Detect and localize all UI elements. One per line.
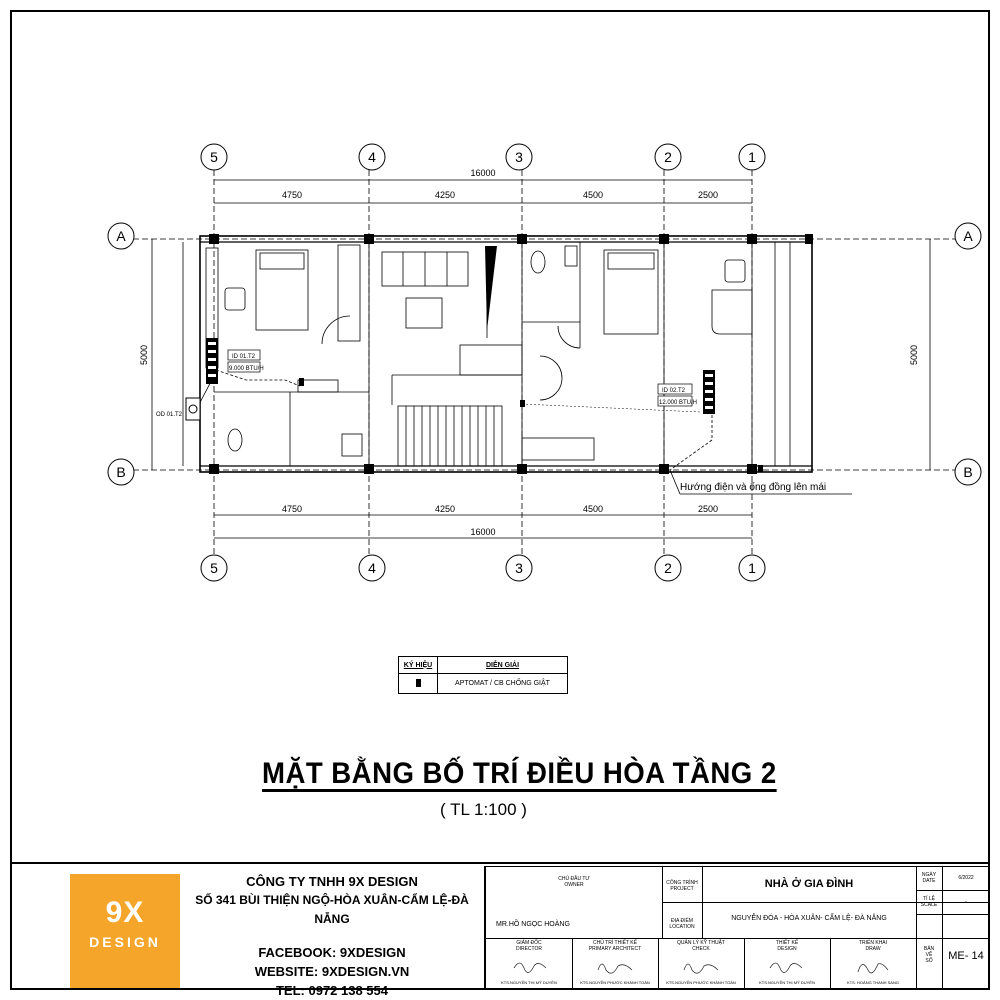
routing-note: Hướng điện và ống đồng lên mái <box>680 482 827 493</box>
sheet-number: ME- 14 <box>948 950 984 962</box>
dim-depth-left: 5000 <box>139 344 149 366</box>
scale-label: TỈ LỆ SCALE <box>920 896 938 908</box>
company-tel: TEL: 0972 138 554 <box>275 983 389 998</box>
signature-director <box>514 963 546 973</box>
grid-label-bottom-5: 5 <box>210 560 218 576</box>
dim-span-1-top: 4750 <box>281 190 303 200</box>
legend-table <box>398 656 568 694</box>
unit-2-capacity: 12.000 BTU/H <box>659 400 698 406</box>
legend-breaker-icon <box>399 674 438 694</box>
footer <box>12 862 988 998</box>
logo-text-small: DESIGN <box>89 934 161 950</box>
dim-depth-right: 5000 <box>909 344 919 366</box>
date-value: 6/2022 <box>958 875 974 881</box>
date-label: NGÀY DATE <box>921 872 937 884</box>
grid-label-bottom-4: 4 <box>368 560 376 576</box>
dim-span-1-bottom: 4750 <box>281 504 303 514</box>
grid-label-top-2: 2 <box>664 149 672 165</box>
signature-design <box>770 963 802 973</box>
sheet-label: BẢN VẼ SỐ <box>923 946 935 964</box>
signature-primary <box>598 964 632 973</box>
drawing-title: MẶT BẰNG BỐ TRÍ ĐIỀU HÒA TẦNG 2 <box>262 757 777 790</box>
role-design-name: KTS.NGUYỄN THỊ MỸ DUYÊN <box>759 980 815 985</box>
dim-span-2-bottom: 4250 <box>434 504 456 514</box>
dim-total-top: 16000 <box>470 168 496 178</box>
owner-name: MR.HỒ NGỌC HOÀNG <box>496 921 570 928</box>
dim-total-bottom: 16000 <box>470 527 496 537</box>
legend-header-symbol: KÝ HIỆU <box>399 657 438 674</box>
grid-label-left-a: A <box>116 228 126 244</box>
signature-check <box>684 964 718 973</box>
legend-item-desc: APTOMAT / CB CHỐNG GIẬT <box>438 674 568 694</box>
dim-span-3-bottom: 4500 <box>582 504 604 514</box>
unit-1-id: ID 01.T2 <box>232 354 256 360</box>
grid-label-bottom-3: 3 <box>515 560 523 576</box>
role-director-name: KTS.NGUYỄN THỊ MỸ DUYÊN <box>501 980 557 985</box>
location-label: ĐỊA ĐIỂM LOCATION <box>669 918 695 930</box>
grid-label-top-5: 5 <box>210 149 218 165</box>
outdoor-unit-icon <box>186 398 200 420</box>
company-logo <box>70 874 180 988</box>
grid-label-top-4: 4 <box>368 149 376 165</box>
unit-2-id: ID 02.T2 <box>662 388 686 394</box>
role-primary-label: CHỦ TRÌ THIẾT KẾ PRIMARY ARCHITECT <box>588 940 642 952</box>
outdoor-unit-label: OD 01.T2 <box>156 412 183 418</box>
role-draw-name: KTS. HOÀNG THANH SANG <box>847 980 899 985</box>
grid-label-bottom-2: 2 <box>664 560 672 576</box>
role-check-label: QUẢN LÝ KỸ THUẬT CHECK <box>677 940 725 952</box>
scale-value: - <box>965 899 967 905</box>
company-info <box>182 864 482 1000</box>
project-label: CÔNG TRÌNH PROJECT <box>666 880 698 892</box>
dim-span-2-top: 4250 <box>434 190 456 200</box>
title-block <box>484 866 990 990</box>
company-address: SỐ 341 BÙI THIỆN NGỘ-HÒA XUÂN-CẨM LỆ-ĐÀ NẴNG <box>195 893 469 926</box>
grid-label-top-1: 1 <box>748 149 756 165</box>
location-value: NGUYỄN ĐÓA - HÒA XUÂN- CẨM LỆ- ĐÀ NẴNG <box>731 915 887 922</box>
project-name: NHÀ Ở GIA ĐÌNH <box>764 878 854 890</box>
signatures <box>486 954 916 980</box>
grid-label-bottom-1: 1 <box>748 560 756 576</box>
role-check-name: KTS.NGUYỄN PHƯỚC KHÁNH TOÀN <box>666 980 736 985</box>
company-website: WEBSITE: 9XDESIGN.VN <box>254 964 410 979</box>
grid-label-right-a: A <box>963 228 973 244</box>
grid-label-right-b: B <box>963 464 973 480</box>
logo-text-big: 9X <box>105 896 145 929</box>
role-design-label: THIẾT KẾ DESIGN <box>775 940 799 952</box>
legend-header-desc: DIỄN GIẢI <box>438 657 568 674</box>
signature-draw <box>858 964 888 973</box>
dim-span-4-bottom: 2500 <box>697 504 719 514</box>
grid-label-top-3: 3 <box>515 149 523 165</box>
dim-span-4-top: 2500 <box>697 190 719 200</box>
owner-label: CHỦ ĐẦU TƯ OWNER <box>558 876 590 888</box>
role-draw-label: TRIỂN KHAI DRAW <box>858 940 888 952</box>
dim-span-3-top: 4500 <box>582 190 604 200</box>
role-primary-name: KTS.NGUYỄN PHƯỚC KHÁNH TOÀN <box>580 980 650 985</box>
company-facebook: FACEBOOK: 9XDESIGN <box>258 945 406 960</box>
unit-1-capacity: 9.000 BTU/H <box>229 366 264 372</box>
role-director-label: GIÁM ĐỐC DIRECTOR <box>515 940 543 952</box>
grid-label-left-b: B <box>116 464 126 480</box>
company-name: CÔNG TY TNHH 9X DESIGN <box>246 874 418 889</box>
drawing-scale: ( TL 1:100 ) <box>440 800 527 819</box>
